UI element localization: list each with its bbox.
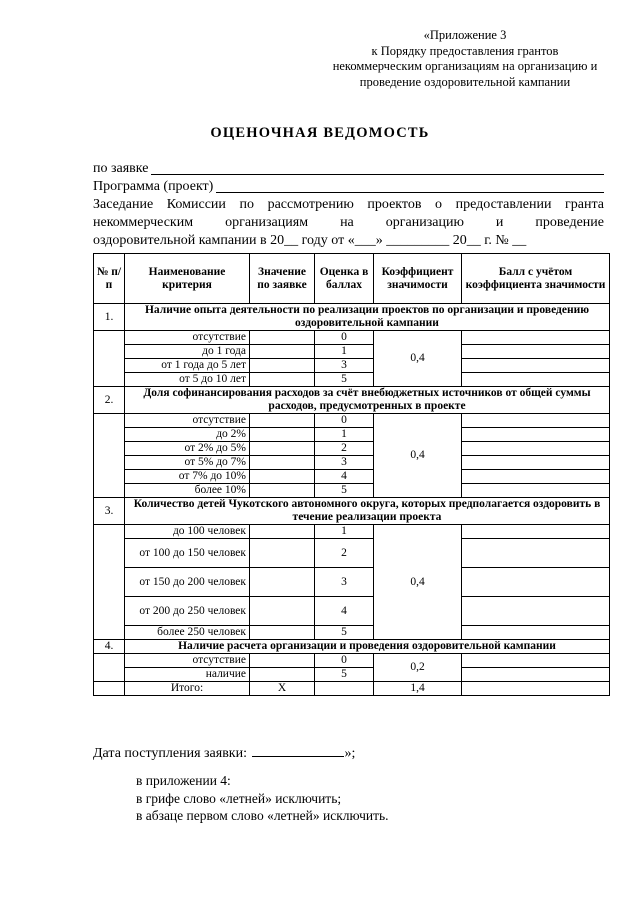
score-cell: 1 [315, 525, 374, 539]
num-cell [94, 682, 125, 696]
note-line: в приложении 4: [136, 773, 231, 788]
score-cell: 4 [315, 470, 374, 484]
application-line [93, 160, 604, 178]
criterion-row [94, 442, 610, 456]
weighted-score-cell [462, 373, 610, 387]
weighted-score-cell [462, 539, 610, 568]
appendix-line: к Порядку предоставления грантов [371, 43, 559, 58]
application-value-cell [250, 470, 315, 484]
application-value-cell [250, 442, 315, 456]
criterion-label: отсутствие [125, 414, 250, 428]
date-received-blank [252, 744, 344, 757]
header-coef: Коэффициент значимости [374, 254, 462, 304]
score-cell: 0 [315, 331, 374, 345]
total-coefficient: 1,4 [374, 682, 462, 696]
application-blank [151, 161, 604, 175]
section-title: Наличие расчета организации и проведения оздоровительной кампании [125, 640, 610, 654]
document-title: ОЦЕНОЧНАЯ ВЕДОМОСТЬ [210, 125, 430, 141]
intro-block [93, 160, 604, 250]
section-title-row [94, 304, 610, 331]
meeting-line: некоммерческим организациям на организацию и проведение [93, 215, 604, 230]
criterion-label: от 1 года до 5 лет [125, 359, 250, 373]
criterion-row [94, 470, 610, 484]
program-blank [216, 179, 604, 193]
meeting-line: Заседание Комиссии по рассмотрению проектов о предоставлении гранта [93, 197, 604, 212]
score-cell: 2 [315, 539, 374, 568]
weighted-score-cell [462, 359, 610, 373]
criterion-row [94, 597, 610, 626]
application-value-cell [250, 539, 315, 568]
criterion-row [94, 428, 610, 442]
criterion-row [94, 456, 610, 470]
date-received-line [93, 744, 355, 762]
meeting-line: оздоровительной кампании в 20__ году от «___» _________ 20__ г. № __ [93, 233, 527, 248]
score-cell: 5 [315, 373, 374, 387]
coefficient-cell: 0,4 [374, 331, 462, 387]
criterion-label: от 2% до 5% [125, 442, 250, 456]
section-number: 3. [94, 498, 125, 525]
table-body [94, 304, 610, 696]
criterion-row [94, 654, 610, 668]
application-value-cell [250, 484, 315, 498]
num-cell [94, 654, 125, 682]
table-header-row [94, 254, 610, 304]
criterion-label: до 1 года [125, 345, 250, 359]
amendment-notes [136, 772, 389, 825]
application-value-cell [250, 654, 315, 668]
application-value-cell [250, 373, 315, 387]
criterion-label: от 100 до 150 человек [125, 539, 250, 568]
num-cell [94, 414, 125, 498]
criterion-label: наличие [125, 668, 250, 682]
date-received-label: Дата поступления заявки: [93, 746, 247, 761]
criterion-label: от 150 до 200 человек [125, 568, 250, 597]
appendix-line: «Приложение 3 [423, 28, 507, 42]
score-cell: 4 [315, 597, 374, 626]
criterion-label: от 5% до 7% [125, 456, 250, 470]
section-number: 2. [94, 387, 125, 414]
score-cell: 5 [315, 484, 374, 498]
application-value-cell [250, 414, 315, 428]
application-value-cell [250, 331, 315, 345]
section-title: Наличие опыта деятельности по реализации проектов по организации и проведению оздоровительной кампании [125, 304, 610, 331]
criterion-row [94, 668, 610, 682]
total-score-cell [315, 682, 374, 696]
application-value-cell [250, 428, 315, 442]
weighted-score-cell [462, 331, 610, 345]
header-result: Балл с учётом коэффициента значимости [462, 254, 610, 304]
section-title: Доля софинансирования расходов за счёт внебюджетных источников от общей суммы расходов, предусмотренных в проекте [125, 387, 610, 414]
header-score: Оценка в баллах [315, 254, 374, 304]
criterion-label: до 100 человек [125, 525, 250, 539]
score-cell: 5 [315, 668, 374, 682]
criterion-label: отсутствие [125, 331, 250, 345]
weighted-score-cell [462, 456, 610, 470]
weighted-score-cell [462, 525, 610, 539]
application-value-cell [250, 525, 315, 539]
application-value-cell [250, 626, 315, 640]
score-cell: 3 [315, 456, 374, 470]
weighted-score-cell [462, 414, 610, 428]
criterion-row [94, 484, 610, 498]
header-value: Значение по заявке [250, 254, 315, 304]
weighted-score-cell [462, 470, 610, 484]
criterion-row [94, 373, 610, 387]
note-line: в грифе слово «летней» исключить; [136, 790, 342, 806]
weighted-score-cell [462, 484, 610, 498]
criterion-label: отсутствие [125, 654, 250, 668]
coefficient-cell: 0,4 [374, 414, 462, 498]
program-line [93, 178, 604, 196]
total-row [94, 682, 610, 696]
criterion-row [94, 568, 610, 597]
application-value-cell [250, 597, 315, 626]
weighted-score-cell [462, 568, 610, 597]
header-num: № п/п [94, 254, 125, 304]
header-name: Наименование критерия [125, 254, 250, 304]
criterion-label: от 200 до 250 человек [125, 597, 250, 626]
weighted-score-cell [462, 442, 610, 456]
application-value-cell [250, 668, 315, 682]
score-cell: 5 [315, 626, 374, 640]
weighted-score-cell [462, 668, 610, 682]
weighted-score-cell [462, 654, 610, 668]
section-title-row [94, 640, 610, 654]
appendix-line: некоммерческим организациям на организацию и [332, 59, 598, 73]
criterion-label: от 5 до 10 лет [125, 373, 250, 387]
application-value-cell [250, 345, 315, 359]
score-cell: 0 [315, 414, 374, 428]
criterion-row [94, 539, 610, 568]
total-label: Итого: [125, 682, 250, 696]
total-value: Х [250, 682, 315, 696]
coefficient-cell: 0,2 [374, 654, 462, 682]
weighted-score-cell [462, 345, 610, 359]
score-cell: 1 [315, 345, 374, 359]
criterion-row [94, 359, 610, 373]
score-cell: 1 [315, 428, 374, 442]
score-cell: 3 [315, 359, 374, 373]
note-line: в абзаце первом слово «летней» исключить. [136, 808, 389, 823]
weighted-score-cell [462, 626, 610, 640]
coefficient-cell: 0,4 [374, 525, 462, 640]
criterion-label: от 7% до 10% [125, 470, 250, 484]
application-value-cell [250, 359, 315, 373]
num-cell [94, 331, 125, 387]
application-value-cell [250, 456, 315, 470]
num-cell [94, 525, 125, 640]
section-number: 4. [94, 640, 125, 654]
program-label: Программа (проект) [93, 179, 214, 194]
score-cell: 3 [315, 568, 374, 597]
application-value-cell [250, 568, 315, 597]
weighted-score-cell [462, 428, 610, 442]
score-cell: 0 [315, 654, 374, 668]
application-label: по заявке [93, 161, 149, 176]
section-title-row [94, 387, 610, 414]
criterion-row [94, 345, 610, 359]
date-received-suffix: »; [344, 746, 356, 761]
weighted-score-cell [462, 597, 610, 626]
total-weighted-cell [462, 682, 610, 696]
criterion-row [94, 525, 610, 539]
section-title: Количество детей Чукотского автономного округа, которых предполагается оздоровить в течение реализации проекта [125, 498, 610, 525]
score-cell: 2 [315, 442, 374, 456]
evaluation-table [93, 253, 610, 696]
criterion-row [94, 331, 610, 345]
section-title-row [94, 498, 610, 525]
criterion-row [94, 626, 610, 640]
section-number: 1. [94, 304, 125, 331]
criterion-label: до 2% [125, 428, 250, 442]
criterion-label: более 250 человек [125, 626, 250, 640]
appendix-header [300, 28, 630, 90]
criterion-row [94, 414, 610, 428]
criterion-label: более 10% [125, 484, 250, 498]
appendix-line: проведение оздоровительной кампании [359, 74, 571, 89]
